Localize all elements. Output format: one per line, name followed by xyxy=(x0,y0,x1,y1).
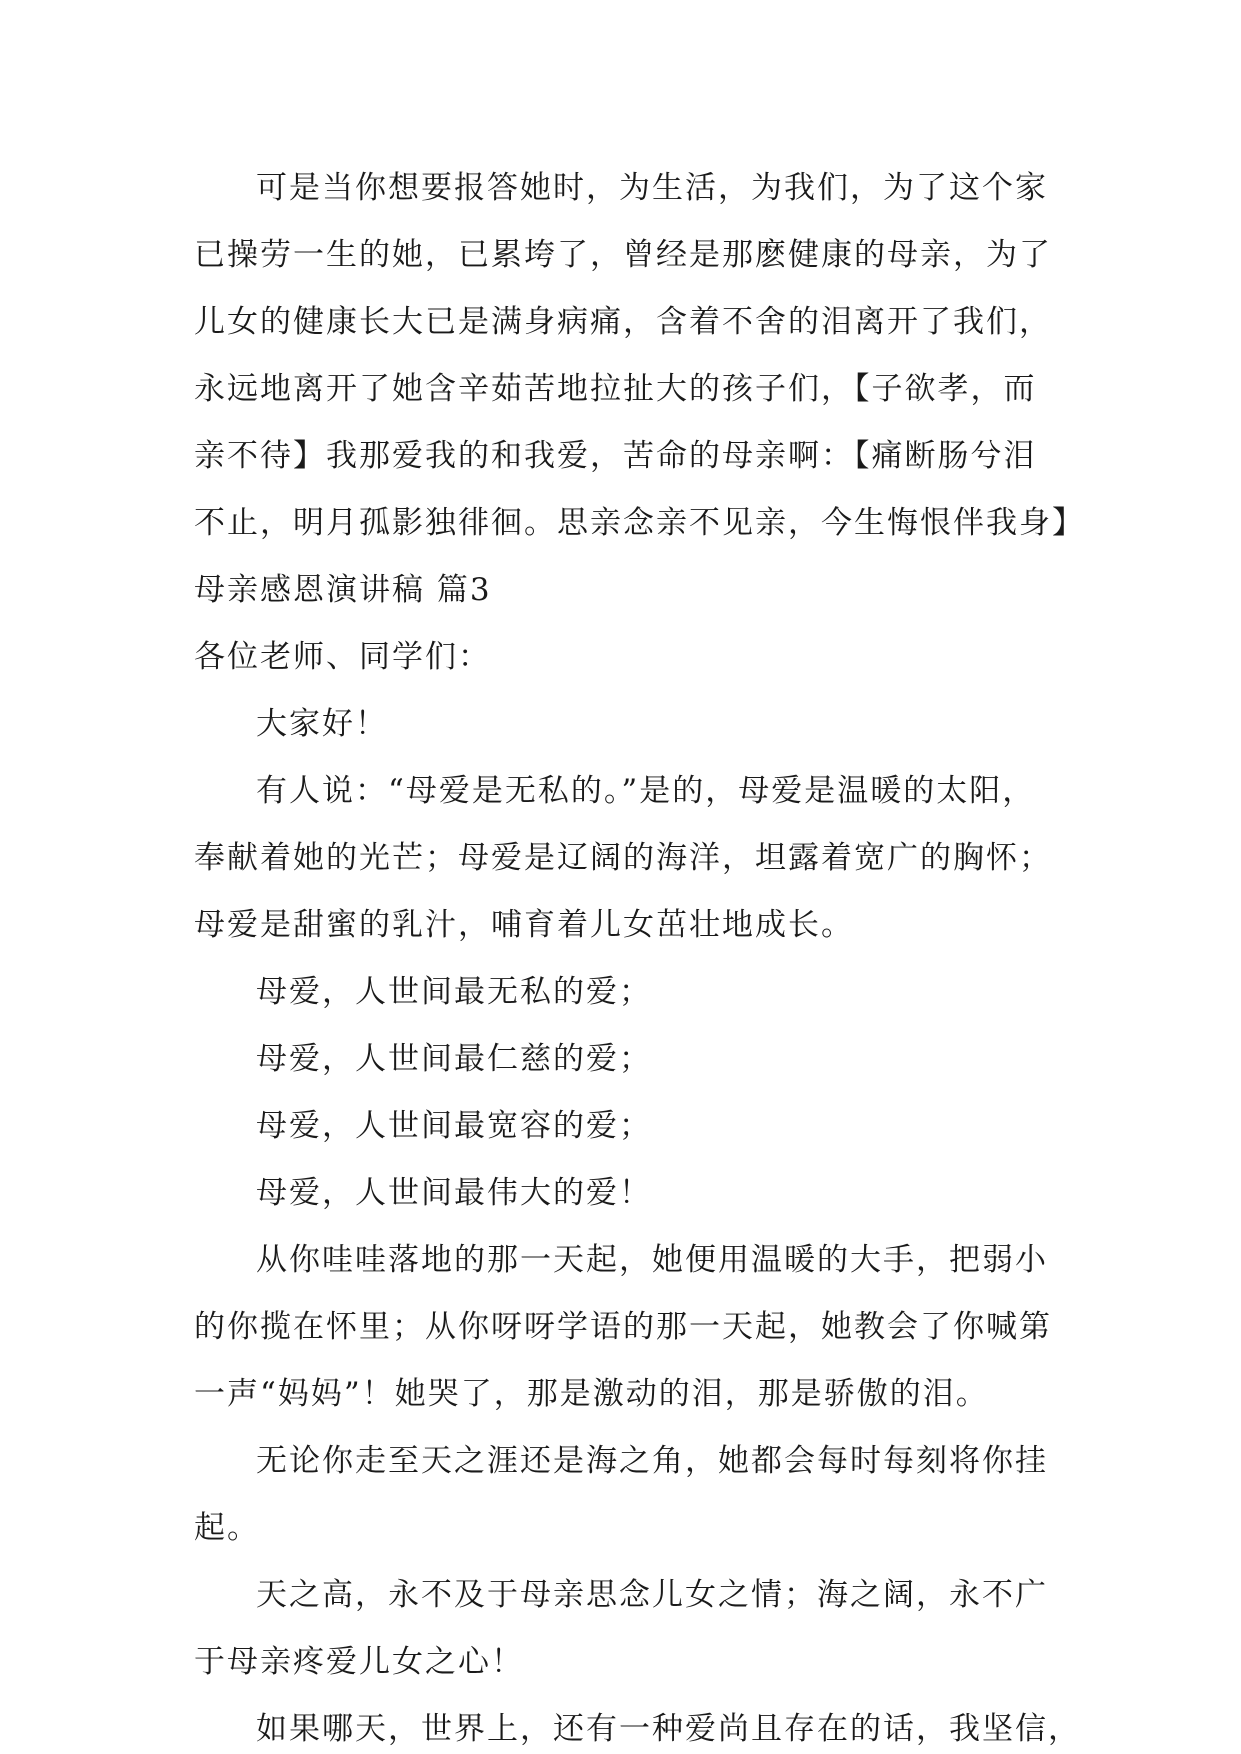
text-line: 亲不待】我那爱我的和我爱，苦命的母亲啊：【痛断肠兮泪 xyxy=(194,438,1037,474)
text-line: 如果哪天，世界上，还有一种爱尚且存在的话，我坚信， xyxy=(256,1711,1081,1747)
text-line: 可是当你想要报答她时，为生活，为我们，为了这个家 xyxy=(256,170,1048,206)
text-line: 永远地离开了她含辛茹苦地拉扯大的孩子们，【子欲孝，而 xyxy=(194,371,1037,407)
text-line: 天之高，永不及于母亲思念儿女之情；海之阔，永不广 xyxy=(256,1577,1048,1613)
text-line: 起。 xyxy=(194,1510,260,1546)
section-heading: 母亲感恩演讲稿 篇3 xyxy=(194,572,492,608)
salutation: 各位老师、同学们： xyxy=(194,639,491,675)
text-line: 有人说：“母爱是无私的。”是的，母爱是温暖的太阳， xyxy=(256,773,1036,809)
text-line: 母爱，人世间最仁慈的爱； xyxy=(256,1041,652,1077)
text-line: 已操劳一生的她，已累垮了，曾经是那麽健康的母亲，为了 xyxy=(194,237,1052,273)
text-line: 儿女的健康长大已是满身病痛，含着不舍的泪离开了我们， xyxy=(194,304,1052,340)
greeting: 大家好！ xyxy=(256,706,388,742)
text-line: 一声“妈妈”！她哭了，那是激动的泪，那是骄傲的泪。 xyxy=(194,1376,989,1412)
text-line: 母爱，人世间最伟大的爱！ xyxy=(256,1175,652,1211)
text-line: 于母亲疼爱儿女之心！ xyxy=(194,1644,524,1680)
text-line: 无论你走至天之涯还是海之角，她都会每时每刻将你挂 xyxy=(256,1443,1048,1479)
text-line: 奉献着她的光芒；母爱是辽阔的海洋，坦露着宽广的胸怀； xyxy=(194,840,1052,876)
text-line: 母爱是甜蜜的乳汁，哺育着儿女茁壮地成长。 xyxy=(194,907,854,943)
text-line: 从你哇哇落地的那一天起，她便用温暖的大手，把弱小 xyxy=(256,1242,1048,1278)
text-line: 母爱，人世间最无私的爱； xyxy=(256,974,652,1010)
text-line: 母爱，人世间最宽容的爱； xyxy=(256,1108,652,1144)
text-line: 的你揽在怀里；从你呀呀学语的那一天起，她教会了你喊第 xyxy=(194,1309,1052,1345)
text-line: 不止，明月孤影独徘徊。思亲念亲不见亲，今生悔恨伴我身】 xyxy=(194,505,1085,541)
